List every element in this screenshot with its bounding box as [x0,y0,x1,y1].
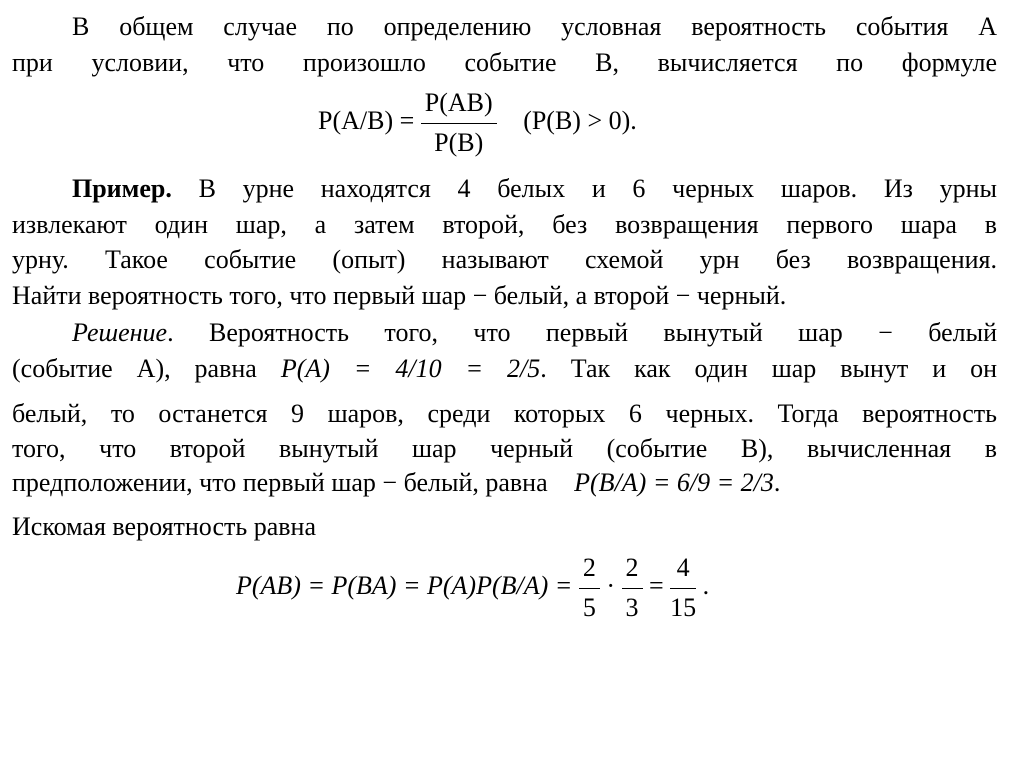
fraction-1-numerator: 2 [579,551,600,589]
example-text-2: извлекают один шар, а затем второй, без возвращения первого шара в [12,210,997,239]
example-line-3 [12,243,997,277]
fraction-3-numerator: 4 [670,551,696,589]
fraction-1 [579,551,600,625]
formula-condition: (P(B) > 0). [523,105,637,135]
solution-text-2: (событие A), равна [12,354,257,383]
example-line-4 [12,279,997,313]
fraction-2-denominator: 3 [625,593,639,622]
solution-text-3: белый, то останется 9 шаров, среди которых 6 черных. Тогда вероятность [12,399,997,428]
formula-lhs: P(A/B) = [318,105,415,135]
example-line-1 [72,172,997,206]
intro-text-2: при условии, что произошло событие B, вычисляется по формуле [12,48,997,77]
solution-line-4 [12,432,997,466]
solution-text-6: Искомая вероятность равна [12,512,316,541]
solution-text-5: предположении, что первый шар − белый, равна [12,468,548,497]
fraction-3-denominator: 15 [670,593,697,622]
equals-sign: = [649,570,664,600]
fraction-2 [622,551,643,625]
solution-line-2 [12,352,997,386]
solution-line-1 [72,316,997,350]
example-text-4: Найти вероятность того, что первый шар − белый, а второй − черный. [12,281,787,310]
formula-p-a: P(A) = 4/10 = 2/5 [280,354,541,383]
final-period: . [702,570,710,600]
formula-p-b-given-a: P(B/A) = 6/9 = 2/3 [574,468,774,497]
final-probability-formula [236,551,709,625]
intro-line-2 [12,46,997,80]
conditional-probability-formula [318,86,637,160]
formula-numerator: P(AB) [421,86,497,124]
intro-text-1: В общем случае по определению условная вероятность события A [72,12,997,41]
solution-line-5: предположении, что первый шар − белый, равна P(B/A) = 6/9 = 2/3. [12,468,781,497]
final-chain: P(AB) = P(BA) = P(A)P(B/A) = [236,570,573,600]
example-text-3: урну. Такое событие (опыт) называют схемой урн без возвращения. [12,245,997,274]
formula-denominator: P(B) [434,128,484,157]
intro-line-1 [72,10,997,44]
multiply-dot: · [606,570,615,600]
solution-text-1: . Вероятность того, что первый вынутый шар − белый [167,318,997,347]
solution-text-4: того, что второй вынутый шар черный (событие B), вычисленная в [12,434,997,463]
example-text-1: В урне находятся 4 белых и 6 черных шаров. Из урны [198,174,997,203]
fraction-1-denominator: 5 [582,593,596,622]
solution-line-3 [12,397,997,431]
fraction-3 [670,551,696,625]
formula-fraction [421,86,497,160]
example-heading: Пример. [72,174,172,203]
fraction-2-numerator: 2 [622,551,643,589]
solution-line-6 [12,510,997,544]
solution-heading: Решение [72,318,168,347]
example-line-2 [12,208,997,242]
solution-text-2b: . Так как один шар вынут и он [540,354,998,383]
